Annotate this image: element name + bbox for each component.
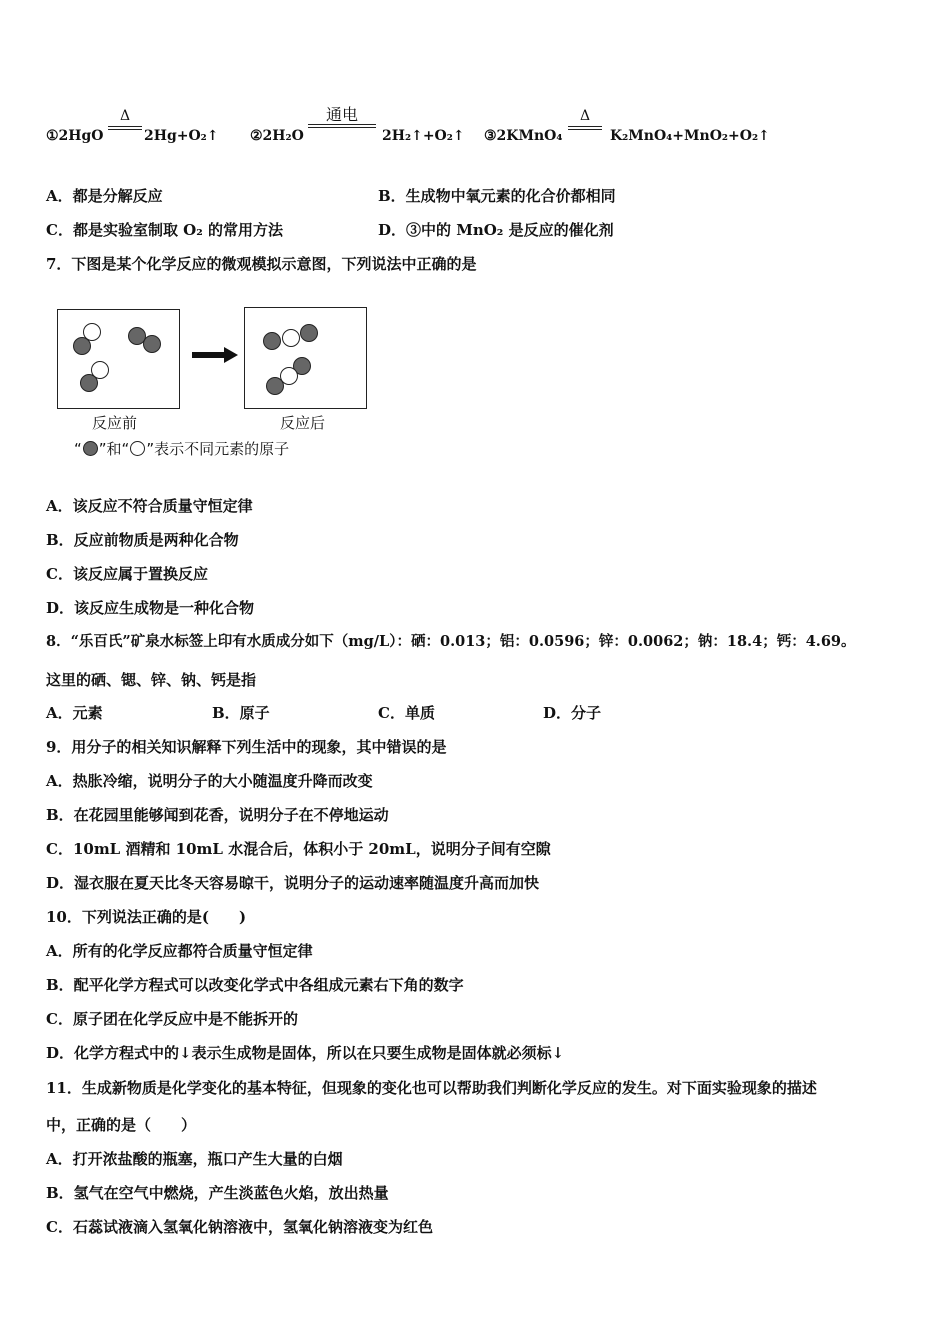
q9-option-c: C．10mL 酒精和 10mL 水混合后，体积小于 20mL，说明分子间有空隙 xyxy=(46,840,551,858)
legend xyxy=(74,438,289,459)
q10-option-c: C．原子团在化学反应中是不能拆开的 xyxy=(46,1010,298,1028)
q8-option-c: C．单质 xyxy=(378,704,435,722)
atom-dark xyxy=(73,337,91,355)
equation-2-bar xyxy=(308,124,376,125)
equation-2-bar-2 xyxy=(308,127,376,128)
equation-1-bar-2 xyxy=(108,129,142,130)
q6-option-b: B．生成物中氧元素的化合价都相同 xyxy=(378,187,616,205)
arrow-icon xyxy=(192,347,238,363)
equation-1-left: ①2HgO xyxy=(46,128,104,144)
atom-dark xyxy=(300,324,318,342)
legend-light-atom-icon xyxy=(130,441,145,456)
atom-dark xyxy=(266,377,284,395)
atom-dark xyxy=(263,332,281,350)
box-after xyxy=(244,307,367,409)
q7-option-d: D．该反应生成物是一种化合物 xyxy=(46,599,255,617)
q10-stem: 10．下列说法正确的是( ) xyxy=(46,908,247,926)
q8-stem-line-2: 这里的硒、锶、锌、钠、钙是指 xyxy=(46,671,257,689)
atom-dark xyxy=(80,374,98,392)
equation-3-left: ③2KMnO₄ xyxy=(484,128,563,144)
equation-1-condition: Δ xyxy=(119,108,131,124)
q7-option-b: B．反应前物质是两种化合物 xyxy=(46,531,239,549)
box-before xyxy=(57,309,180,409)
q8-option-b: B．原子 xyxy=(212,704,270,722)
legend-open-quote: “ xyxy=(74,440,82,458)
equation-3-bar-2 xyxy=(568,129,602,130)
q10-option-d: D．化学方程式中的↓表示生成物是固体，所以在只要生成物是固体就必须标↓ xyxy=(46,1044,565,1062)
q10-option-a: A．所有的化学反应都符合质量守恒定律 xyxy=(46,942,313,960)
legend-dark-atom-icon xyxy=(83,441,98,456)
equation-3-right: K₂MnO₄+MnO₂+O₂↑ xyxy=(610,128,770,144)
caption-before: 反应前 xyxy=(92,414,138,432)
legend-text: ”表示不同元素的原子 xyxy=(146,440,290,458)
equation-3-condition: Δ xyxy=(579,108,591,124)
q11-option-a: A．打开浓盐酸的瓶塞，瓶口产生大量的白烟 xyxy=(46,1150,343,1168)
q8-option-d: D．分子 xyxy=(543,704,602,722)
q11-stem-line-1: 11．生成新物质是化学变化的基本特征，但现象的变化也可以帮助我们判断化学反应的发生。对下面实验现象的描述 xyxy=(46,1079,817,1097)
equation-1-bar xyxy=(108,126,142,127)
q9-option-a: A．热胀冷缩，说明分子的大小随温度升降而改变 xyxy=(46,772,373,790)
q7-stem: 7．下图是某个化学反应的微观模拟示意图，下列说法中正确的是 xyxy=(46,255,477,273)
equations-row xyxy=(46,105,926,158)
equation-2-left: ②2H₂O xyxy=(250,128,304,144)
q6-option-a: A．都是分解反应 xyxy=(46,187,163,205)
q7-option-c: C．该反应属于置换反应 xyxy=(46,565,208,583)
q9-stem: 9．用分子的相关知识解释下列生活中的现象，其中错误的是 xyxy=(46,738,447,756)
q11-option-c: C．石蕊试液滴入氢氧化钠溶液中，氢氧化钠溶液变为红色 xyxy=(46,1218,433,1236)
equation-3-bar xyxy=(568,126,602,127)
equation-2-right: 2H₂↑+O₂↑ xyxy=(382,128,465,144)
equation-1-right: 2Hg+O₂↑ xyxy=(144,128,219,144)
q8-option-a: A．元素 xyxy=(46,704,103,722)
q7-option-a: A．该反应不符合质量守恒定律 xyxy=(46,497,253,515)
legend-mid: ”和“ xyxy=(98,440,130,458)
q6-option-c: C．都是实验室制取 O₂ 的常用方法 xyxy=(46,221,284,239)
q11-stem-line-2: 中，正确的是（ ） xyxy=(46,1116,197,1134)
q6-option-d: D．③中的 MnO₂ 是反应的催化剂 xyxy=(378,221,614,239)
q8-stem-line-1: 8．“乐百氏”矿泉水标签上印有水质成分如下（mg/L）：硒：0.013；铝：0.0596；锌：0.0062；钠：18.4；钙：4.69。 xyxy=(46,633,856,650)
q11-option-b: B．氢气在空气中燃烧，产生淡蓝色火焰，放出热量 xyxy=(46,1184,389,1202)
q10-option-b: B．配平化学方程式可以改变化学式中各组成元素右下角的数字 xyxy=(46,976,464,994)
caption-after: 反应后 xyxy=(280,414,326,432)
q9-option-b: B．在花园里能够闻到花香，说明分子在不停地运动 xyxy=(46,806,389,824)
atom-dark xyxy=(143,335,161,353)
atom-light xyxy=(282,329,300,347)
q9-option-d: D．湿衣服在夏天比冬天容易晾干，说明分子的运动速率随温度升高而加快 xyxy=(46,874,540,892)
equation-2-condition: 通电 xyxy=(325,105,358,124)
